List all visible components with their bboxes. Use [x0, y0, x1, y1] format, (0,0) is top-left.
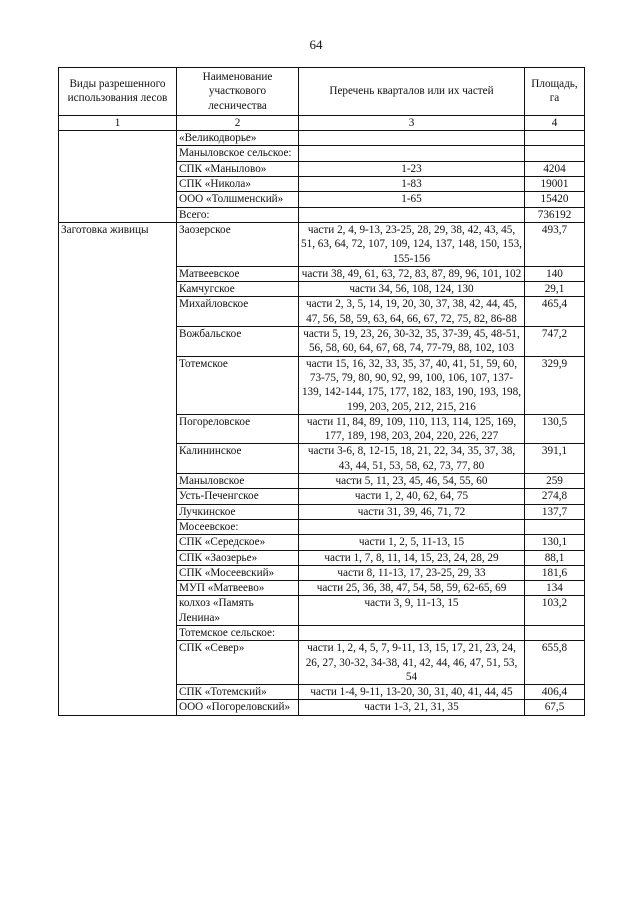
- table-body: [59, 131, 585, 716]
- area-cell: 747,2: [525, 327, 585, 357]
- forestry-name-cell: СПК «Мосеевский»: [177, 565, 299, 580]
- quarters-list-cell: 1-83: [299, 177, 525, 192]
- quarters-list-cell: части 5, 19, 23, 26, 30-32, 35, 37-39, 45, 48-51, 56, 58, 60, 64, 67, 68, 74, 77-79, 88, 102, 103: [299, 327, 525, 357]
- area-cell: 181,6: [525, 565, 585, 580]
- forest-use-table: [58, 67, 585, 716]
- column-number: 3: [299, 115, 525, 130]
- quarters-list-cell: части 3, 9, 11-13, 15: [299, 596, 525, 626]
- column-number: 1: [59, 115, 177, 130]
- quarters-list-cell: [299, 519, 525, 534]
- area-cell: [525, 625, 585, 640]
- area-cell: 391,1: [525, 444, 585, 474]
- quarters-list-cell: [299, 625, 525, 640]
- area-cell: 274,8: [525, 489, 585, 504]
- area-cell: [525, 131, 585, 146]
- area-cell: 329,9: [525, 356, 585, 414]
- forestry-name-cell: Камчугское: [177, 282, 299, 297]
- forestry-name-cell: Тотемское сельское:: [177, 625, 299, 640]
- forestry-name-cell: Маныловское: [177, 474, 299, 489]
- quarters-list-cell: части 8, 11-13, 17, 23-25, 29, 33: [299, 565, 525, 580]
- forestry-name-cell: СПК «Середское»: [177, 535, 299, 550]
- quarters-list-cell: части 1, 2, 4, 5, 7, 9-11, 13, 15, 17, 21, 23, 24, 26, 27, 30-32, 34-38, 41, 42, 44, 46, 47, 51, 53, 54: [299, 641, 525, 685]
- header-forestry-name: Наименование участкового лесничества: [177, 68, 299, 116]
- area-cell: 140: [525, 266, 585, 281]
- forestry-name-cell: МУП «Матвеево»: [177, 581, 299, 596]
- forestry-name-cell: Матвеевское: [177, 266, 299, 281]
- forestry-name-cell: Погореловское: [177, 414, 299, 444]
- forestry-name-cell: Усть-Печенгское: [177, 489, 299, 504]
- forestry-name-cell: СПК «Заозерье»: [177, 550, 299, 565]
- header-area: Площадь, га: [525, 68, 585, 116]
- forestry-name-cell: колхоз «Память Ленина»: [177, 596, 299, 626]
- quarters-list-cell: части 1, 7, 8, 11, 14, 15, 23, 24, 28, 29: [299, 550, 525, 565]
- area-cell: 4204: [525, 161, 585, 176]
- quarters-list-cell: части 2, 3, 5, 14, 19, 20, 30, 37, 38, 42, 44, 45, 47, 56, 58, 59, 63, 64, 66, 67, 72, 75, 82, 86-88: [299, 297, 525, 327]
- quarters-list-cell: части 1-3, 21, 31, 35: [299, 700, 525, 715]
- area-cell: [525, 519, 585, 534]
- header-use-type: Виды разрешенного использования лесов: [59, 68, 177, 116]
- quarters-list-cell: части 25, 36, 38, 47, 54, 58, 59, 62-65, 69: [299, 581, 525, 596]
- area-cell: [525, 146, 585, 161]
- quarters-list-cell: части 31, 39, 46, 71, 72: [299, 504, 525, 519]
- area-cell: 130,5: [525, 414, 585, 444]
- forestry-name-cell: Вожбальское: [177, 327, 299, 357]
- area-cell: 406,4: [525, 685, 585, 700]
- header-row: [59, 68, 585, 116]
- forestry-name-cell: Всего:: [177, 207, 299, 222]
- quarters-list-cell: [299, 207, 525, 222]
- area-cell: 88,1: [525, 550, 585, 565]
- area-cell: 259: [525, 474, 585, 489]
- quarters-list-cell: части 1, 2, 5, 11-13, 15: [299, 535, 525, 550]
- page-number: 64: [309, 37, 323, 52]
- forestry-name-cell: Михайловское: [177, 297, 299, 327]
- quarters-list-cell: части 15, 16, 32, 33, 35, 37, 40, 41, 51, 59, 60, 73-75, 79, 80, 90, 92, 99, 100, 106, 107, 137-139, 142-144, 175, 177, 182, 183, 190, 193, 198, 199, 203, 205, 212, 215, 216: [299, 356, 525, 414]
- quarters-list-cell: [299, 146, 525, 161]
- area-cell: 493,7: [525, 222, 585, 266]
- table-row: [59, 131, 585, 146]
- area-cell: 19001: [525, 177, 585, 192]
- quarters-list-cell: части 5, 11, 23, 45, 46, 54, 55, 60: [299, 474, 525, 489]
- use-type-cell: Заготовка живицы: [59, 222, 177, 715]
- quarters-list-cell: [299, 131, 525, 146]
- area-cell: 67,5: [525, 700, 585, 715]
- forestry-name-cell: СПК «Север»: [177, 641, 299, 685]
- quarters-list-cell: части 2, 4, 9-13, 23-25, 28, 29, 38, 42, 43, 45, 51, 63, 64, 72, 107, 109, 124, 137, 148, 150, 153, 155-156: [299, 222, 525, 266]
- forestry-name-cell: Калининское: [177, 444, 299, 474]
- area-cell: 103,2: [525, 596, 585, 626]
- column-number-row: [59, 115, 585, 130]
- column-number: 4: [525, 115, 585, 130]
- forestry-name-cell: СПК «Никола»: [177, 177, 299, 192]
- table-row: [59, 222, 585, 266]
- use-type-cell: [59, 131, 177, 223]
- area-cell: 29,1: [525, 282, 585, 297]
- area-cell: 655,8: [525, 641, 585, 685]
- forestry-name-cell: Лучкинское: [177, 504, 299, 519]
- forestry-name-cell: Заозерское: [177, 222, 299, 266]
- area-cell: 465,4: [525, 297, 585, 327]
- quarters-list-cell: части 3-6, 8, 12-15, 18, 21, 22, 34, 35, 37, 38, 43, 44, 51, 53, 58, 62, 73, 77, 80: [299, 444, 525, 474]
- forestry-name-cell: Маныловское сельское:: [177, 146, 299, 161]
- forestry-name-cell: ООО «Толшменский»: [177, 192, 299, 207]
- forestry-name-cell: «Великодворье»: [177, 131, 299, 146]
- quarters-list-cell: части 34, 56, 108, 124, 130: [299, 282, 525, 297]
- forestry-name-cell: Мосеевское:: [177, 519, 299, 534]
- forestry-name-cell: СПК «Тотемский»: [177, 685, 299, 700]
- forestry-name-cell: ООО «Погореловский»: [177, 700, 299, 715]
- area-cell: 15420: [525, 192, 585, 207]
- quarters-list-cell: части 1, 2, 40, 62, 64, 75: [299, 489, 525, 504]
- quarters-list-cell: части 1-4, 9-11, 13-20, 30, 31, 40, 41, 44, 45: [299, 685, 525, 700]
- area-cell: 137,7: [525, 504, 585, 519]
- quarters-list-cell: части 11, 84, 89, 109, 110, 113, 114, 125, 169, 177, 189, 198, 203, 204, 220, 226, 227: [299, 414, 525, 444]
- area-cell: 134: [525, 581, 585, 596]
- forestry-name-cell: СПК «Манылово»: [177, 161, 299, 176]
- column-number: 2: [177, 115, 299, 130]
- area-cell: 736192: [525, 207, 585, 222]
- forestry-name-cell: Тотемское: [177, 356, 299, 414]
- quarters-list-cell: части 38, 49, 61, 63, 72, 83, 87, 89, 96, 101, 102: [299, 266, 525, 281]
- header-quarters-list: Перечень кварталов или их частей: [299, 68, 525, 116]
- quarters-list-cell: 1-23: [299, 161, 525, 176]
- quarters-list-cell: 1-65: [299, 192, 525, 207]
- area-cell: 130,1: [525, 535, 585, 550]
